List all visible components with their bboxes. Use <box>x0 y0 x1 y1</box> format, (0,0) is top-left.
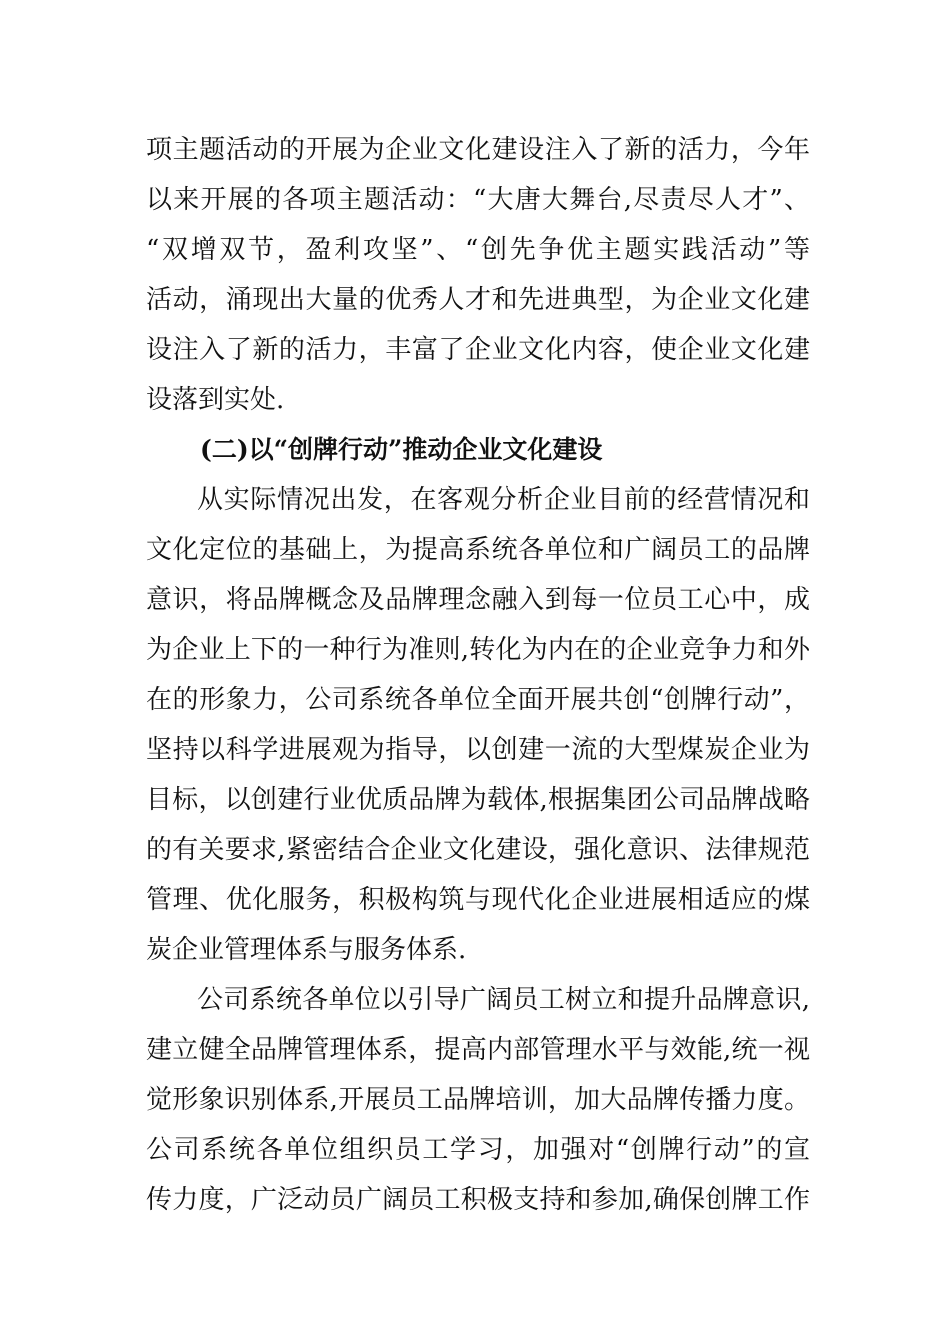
paragraph-line: 以来开展的各项主题活动：“大唐大舞台,尽责尽人才”、 <box>146 185 810 215</box>
paragraph-line: 项主题活动的开展为企业文化建设注入了新的活力，今年 <box>146 135 810 165</box>
paragraph-line: 公司系统各单位以引导广阔员工树立和提升品牌意识, <box>197 985 810 1015</box>
paragraph-line: 目标，以创建行业优质品牌为载体,根据集团公司品牌战略 <box>146 785 810 815</box>
paragraph-line: 公司系统各单位组织员工学习，加强对“创牌行动”的宣 <box>146 1135 810 1165</box>
paragraph-line: 意识，将品牌概念及品牌理念融入到每一位员工心中，成 <box>146 585 810 615</box>
paragraph-line: 传力度，广泛动员广阔员工积极支持和参加,确保创牌工作 <box>146 1185 810 1215</box>
paragraph-line: 管理、优化服务，积极构筑与现代化企业进展相适应的煤 <box>146 885 810 915</box>
paragraph-line: 设落到实处. <box>146 385 285 415</box>
paragraph-line: 活动，涌现出大量的优秀人才和先进典型，为企业文化建 <box>146 285 810 315</box>
paragraph-line: “双增双节，盈利攻坚”、“创先争优主题实践活动”等 <box>146 235 810 265</box>
paragraph-line: 文化定位的基础上，为提高系统各单位和广阔员工的品牌 <box>146 535 810 565</box>
paragraph-line: 炭企业管理体系与服务体系. <box>146 935 467 965</box>
paragraph-line: 设注入了新的活力，丰富了企业文化内容，使企业文化建 <box>146 335 810 365</box>
paragraph-line: 建立健全品牌管理体系，提高内部管理水平与效能,统一视 <box>146 1035 810 1065</box>
paragraph-line: 的有关要求,紧密结合企业文化建设，强化意识、法律规范 <box>146 835 810 865</box>
section-heading: (二)以“创牌行动”推动企业文化建设 <box>200 435 603 464</box>
paragraph-line: 从实际情况出发，在客观分析企业目前的经营情况和 <box>197 485 810 515</box>
paragraph-line: 觉形象识别体系,开展员工品牌培训，加大品牌传播力度。 <box>146 1085 810 1115</box>
paragraph-line: 坚持以科学进展观为指导，以创建一流的大型煤炭企业为 <box>146 735 810 765</box>
paragraph-line: 为企业上下的一种行为准则,转化为内在的企业竞争力和外 <box>146 635 810 665</box>
paragraph-line: 在的形象力，公司系统各单位全面开展共创“创牌行动”， <box>146 685 810 715</box>
